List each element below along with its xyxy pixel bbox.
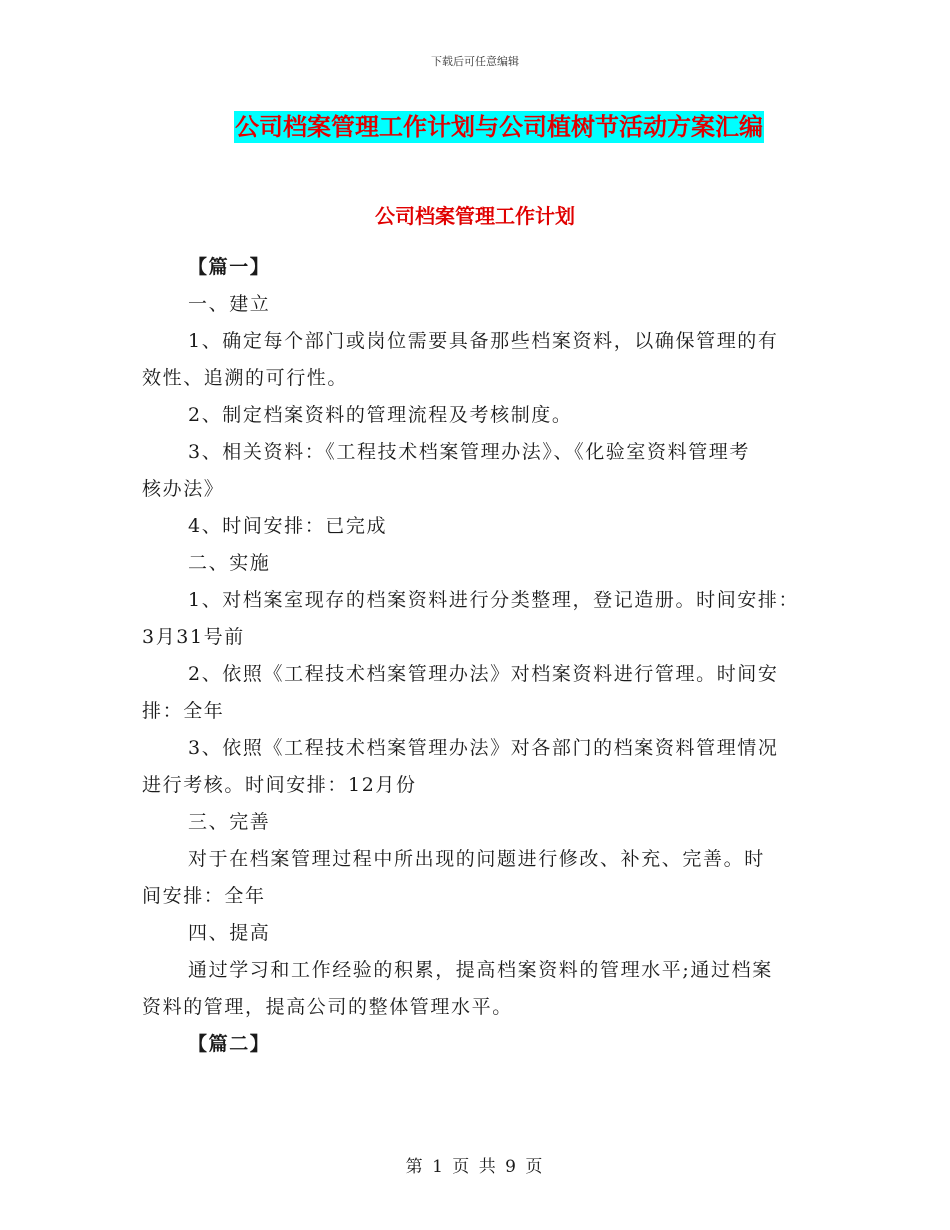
paragraph-line: 3、依照《工程技术档案管理办法》对各部门的档案资料管理情况 [188,737,779,759]
paragraph-line: 间安排：全年 [142,885,266,907]
paragraph-line: 3月31号前 [142,626,245,648]
main-title: 公司档案管理工作计划与公司植树节活动方案汇编 [235,113,763,141]
section-marker: 【篇一】 [188,256,271,278]
paragraph-line: 对于在档案管理过程中所出现的问题进行修改、补充、完善。时 [188,848,765,870]
paragraph-line: 三、完善 [188,811,271,833]
paragraph-line: 二、实施 [188,552,271,574]
section-marker: 【篇二】 [188,1033,271,1055]
paragraph-line: 2、依照《工程技术档案管理办法》对档案资料进行管理。时间安 [188,663,779,685]
paragraph-line: 1、确定每个部门或岗位需要具备那些档案资料，以确保管理的有 [188,330,779,352]
paragraph-line: 排：全年 [142,700,225,722]
document-body [142,249,808,1063]
paragraph-line: 核办法》 [142,478,225,500]
main-title-container [0,111,950,143]
paragraph-line: 效性、追溯的可行性。 [142,367,349,389]
paragraph-line: 进行考核。时间安排：12月份 [142,774,417,796]
paragraph-line: 1、对档案室现存的档案资料进行分类整理，登记造册。时间安排： [188,589,800,611]
page-header-note: 下载后可任意编辑 [431,55,519,68]
paragraph-line: 一、建立 [188,293,271,315]
paragraph-line: 4、时间安排：已完成 [188,515,388,537]
paragraph-line: 资料的管理，提高公司的整体管理水平。 [142,996,513,1018]
section-title: 公司档案管理工作计划 [375,204,575,228]
paragraph-line: 3、相关资料：《工程技术档案管理办法》、《化验室资料管理考 [188,441,750,463]
paragraph-line: 四、提高 [188,922,271,944]
page-footer: 第 1 页 共 9 页 [405,1157,545,1177]
paragraph-line: 2、制定档案资料的管理流程及考核制度。 [188,404,573,426]
paragraph-line: 通过学习和工作经验的积累，提高档案资料的管理水平;通过档案 [188,959,773,981]
